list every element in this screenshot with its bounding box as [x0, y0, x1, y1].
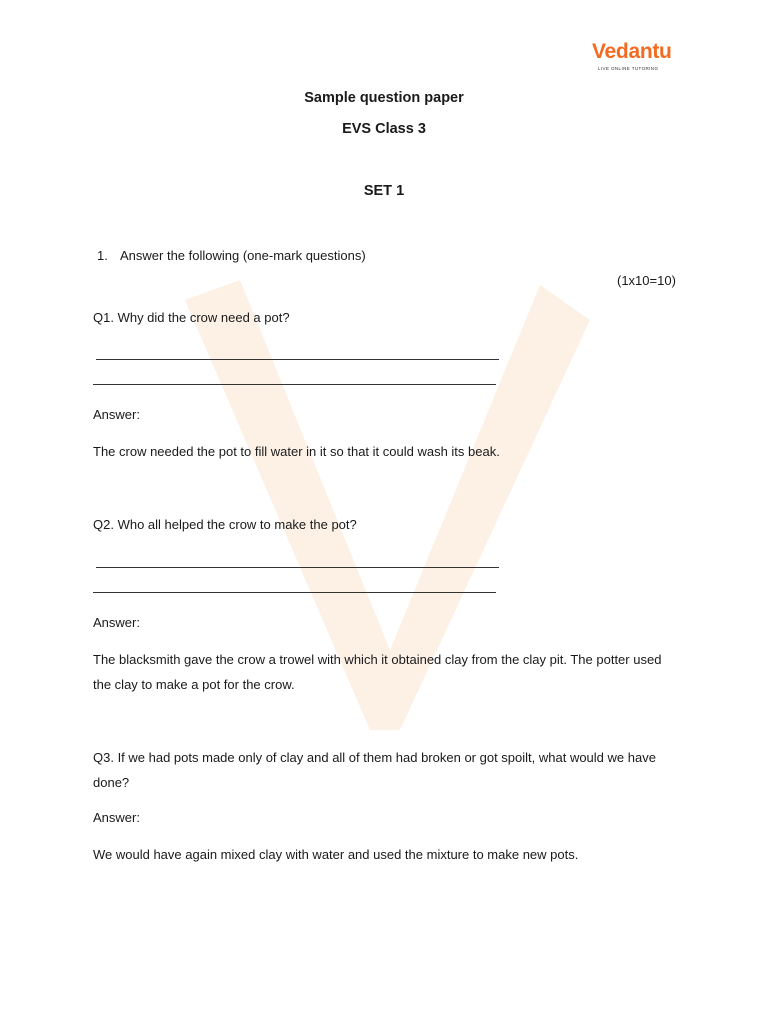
question-1: Q1. Why did the crow need a pot?: [93, 310, 290, 325]
question-2: Q2. Who all helped the crow to make the pot?: [93, 517, 357, 532]
answer-label-2: Answer:: [93, 615, 140, 630]
answer-3: We would have again mixed clay with water and used the mixture to make new pots.: [93, 847, 579, 862]
set-title: SET 1: [363, 183, 405, 199]
answer-1: The crow needed the pot to fill water in it so that it could wash its beak.: [93, 444, 500, 459]
answer-line: [96, 567, 499, 568]
section-number: 1.: [97, 248, 108, 263]
answer-line: [96, 359, 499, 360]
answer-label-1: Answer:: [93, 407, 140, 422]
answer-line: [93, 592, 496, 593]
subject-title: EVS Class 3: [342, 121, 426, 137]
page-title: Sample question paper: [304, 90, 464, 106]
vedantu-logo: [590, 40, 674, 74]
question-3: Q3. If we had pots made only of clay and all of them had broken or got spoilt, what would we have done?: [93, 750, 656, 790]
answer-label-3: Answer:: [93, 810, 140, 825]
section-instruction: Answer the following (one-mark questions): [120, 248, 366, 263]
section-marks: (1x10=10): [617, 273, 676, 288]
answer-2: The blacksmith gave the crow a trowel with which it obtained clay from the clay pit. The potter used the clay to make a pot for the crow.: [93, 652, 662, 692]
logo-tagline: LIVE ONLINE TUTORING: [598, 66, 659, 71]
logo-wordmark: Vedantu: [592, 40, 672, 63]
answer-line: [93, 384, 496, 385]
